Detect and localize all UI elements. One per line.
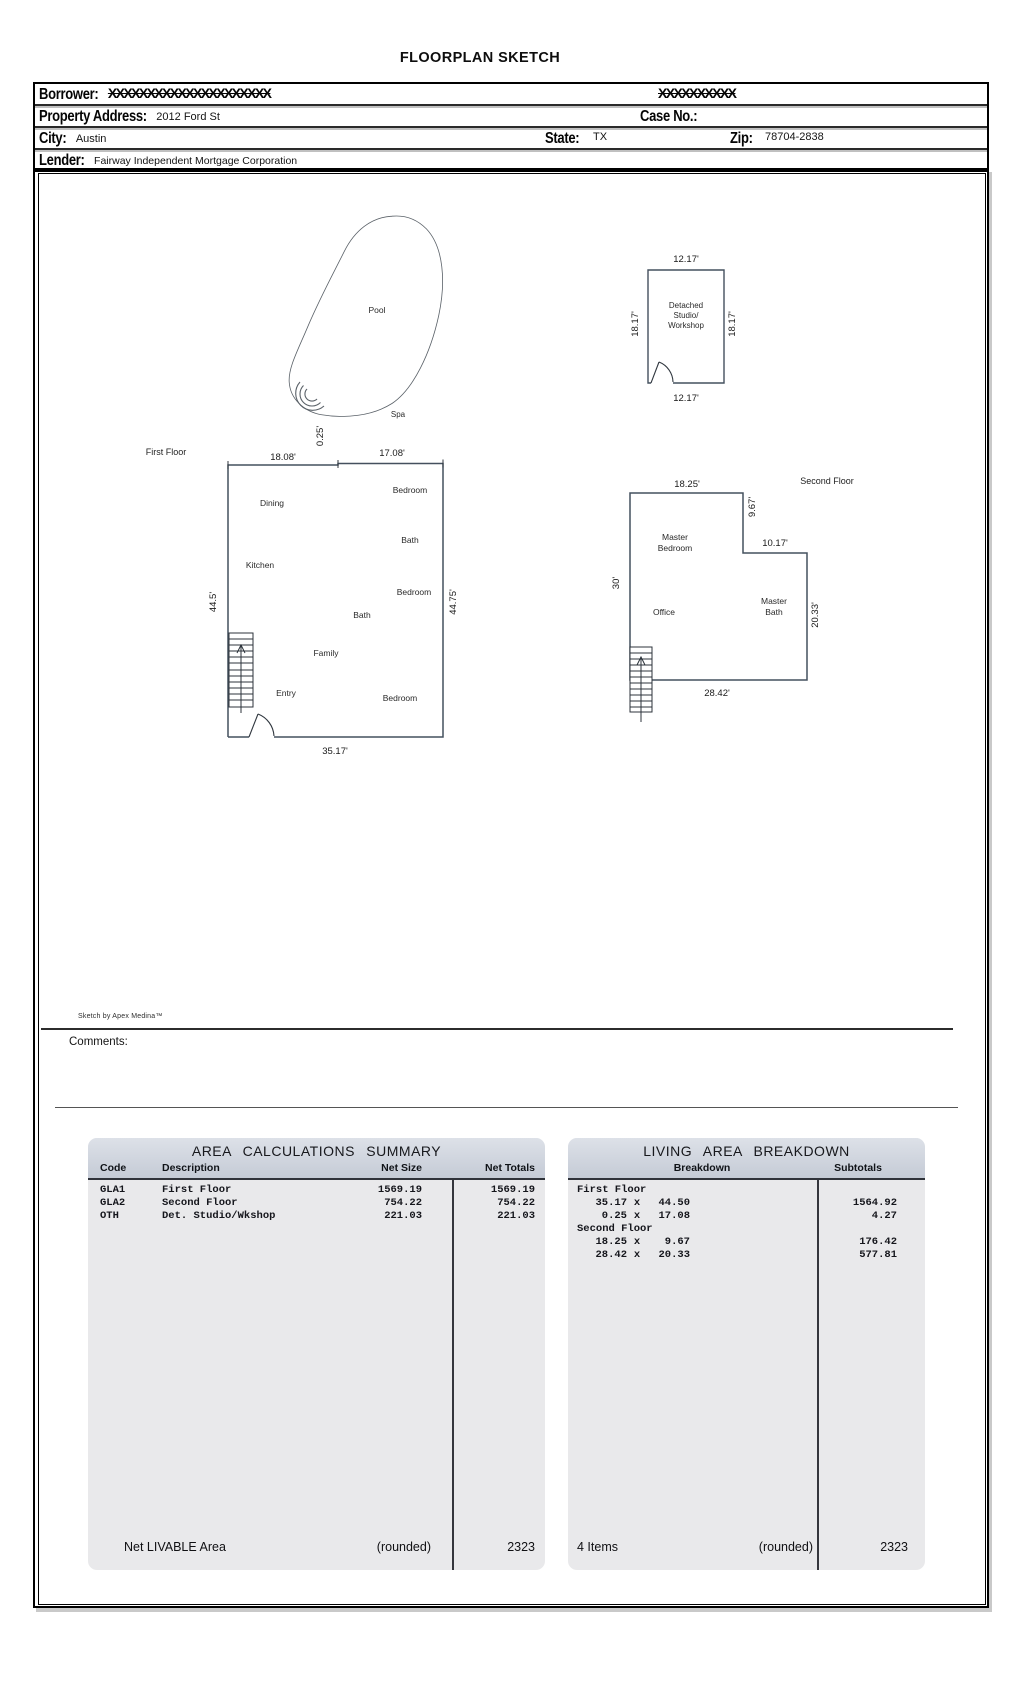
cell-subtotal: 4.27: [871, 1210, 897, 1222]
cell-subtotal: 577.81: [859, 1249, 897, 1261]
room-label-kitchen: Kitchen: [245, 560, 275, 570]
sf-dim-left: 30': [611, 576, 622, 590]
page-title: FLOORPLAN SKETCH: [399, 50, 561, 66]
living-area-breakdown-table: [568, 1138, 925, 1570]
cell-desc: First Floor: [162, 1184, 232, 1196]
sf-dim-right-lower: 20.33': [810, 602, 821, 628]
second-floor-walls: [630, 493, 807, 680]
studio-dim-top: 12.17': [673, 254, 699, 265]
cell-dim-b: 20.33: [658, 1249, 690, 1261]
col-header-code: Code: [100, 1162, 127, 1174]
studio-label-line3: Workshop: [668, 321, 704, 330]
ff-dim-right: 44.75': [448, 589, 459, 615]
ff-dim-bottom: 35.17': [322, 746, 348, 757]
items-count-label: 4 Items: [577, 1540, 618, 1554]
studio-dim-left: 18.17': [630, 311, 641, 337]
studio-dim-right: 18.17': [727, 311, 738, 337]
ff-dim-top-right: 17.08': [379, 448, 405, 459]
studio-label-line1: Detached: [668, 301, 704, 310]
rounded-label: (rounded): [376, 1540, 431, 1554]
state-value: TX: [593, 131, 608, 143]
cell-times: x: [633, 1249, 641, 1261]
second-floor-stairs: [630, 647, 652, 722]
case-no-label: Case No.:: [640, 106, 698, 125]
net-livable-area-label: Net LIVABLE Area: [124, 1540, 226, 1554]
ff-dim-left: 44.5': [208, 591, 219, 613]
cell-dim-a: 28.42: [595, 1249, 627, 1261]
pool-outline: [291, 218, 441, 415]
cell-code: GLA2: [100, 1197, 126, 1209]
sf-dim-top: 18.25': [674, 479, 700, 490]
city-value: Austin: [75, 133, 107, 145]
borrower-value2-redacted: XXXXXXXXXX: [658, 85, 736, 101]
room-label-bedroom-bottom-right: Bedroom: [382, 693, 418, 703]
cell-dim-a: 18.25: [595, 1236, 627, 1248]
breakdown-header: [568, 1138, 925, 1180]
cell-times: x: [633, 1197, 641, 1209]
cell-dim-b: 17.08: [658, 1210, 690, 1222]
breakdown-section-label: Second Floor: [577, 1223, 653, 1235]
sketch-credit: Sketch by Apex Medina™: [78, 1013, 163, 1020]
property-header-form: [33, 82, 989, 172]
room-label-bedroom-mid-right: Bedroom: [396, 587, 432, 597]
property-address-row: [35, 106, 987, 128]
room-label-master-bedroom-2: Bedroom: [657, 543, 693, 553]
floorplan-drawing: [39, 174, 983, 994]
spa-label: Spa: [390, 410, 406, 419]
sf-dim-right-upper: 9.67': [747, 496, 758, 518]
area-calculations-header: [88, 1138, 545, 1180]
lender-row: [35, 150, 987, 170]
zip-label: Zip:: [730, 128, 753, 147]
cell-size: 221.03: [384, 1210, 422, 1222]
cell-dim-a: 35.17: [595, 1197, 627, 1209]
lender-value: Fairway Independent Mortgage Corporation: [94, 155, 298, 167]
property-address-label: Property Address:: [39, 106, 147, 125]
cell-total: 1569.19: [490, 1184, 535, 1196]
col-header-net-totals: Net Totals: [485, 1162, 535, 1174]
room-label-bedroom-top-right: Bedroom: [392, 485, 428, 495]
cell-subtotal: 176.42: [859, 1236, 897, 1248]
borrower-value-redacted: XXXXXXXXXXXXXXXXXXXXX: [107, 85, 271, 101]
sketch-outer-border: [33, 168, 989, 1608]
room-label-master-bath-2: Bath: [765, 607, 783, 617]
room-label-master-bath-1: Master: [761, 596, 787, 606]
area-calculations-table: [88, 1138, 545, 1570]
col-header-net-size: Net Size: [381, 1162, 422, 1174]
area-calculations-title: AREA CALCULATIONS SUMMARY: [191, 1143, 442, 1159]
borrower-label: Borrower:: [39, 84, 99, 103]
cell-desc: Second Floor: [162, 1197, 238, 1209]
cell-total: 754.22: [497, 1197, 535, 1209]
room-label-dining: Dining: [259, 498, 285, 508]
studio-door: [651, 362, 673, 383]
room-label-entry: Entry: [276, 688, 296, 698]
second-floor-title: Second Floor: [800, 476, 854, 486]
zip-value: 78704-2838: [765, 131, 824, 143]
cell-dim-a: 0.25: [601, 1210, 627, 1222]
cell-desc: Det. Studio/Wkshop: [162, 1210, 276, 1222]
studio-dim-bottom: 12.17': [673, 393, 699, 404]
breakdown-total: 2323: [880, 1540, 908, 1554]
net-livable-total: 2323: [507, 1540, 535, 1554]
col-header-description: Description: [162, 1162, 220, 1174]
comments-label: Comments:: [69, 1036, 128, 1048]
cell-dim-b: 44.50: [658, 1197, 690, 1209]
cell-times: x: [633, 1210, 641, 1222]
cell-code: OTH: [100, 1210, 119, 1222]
first-floor-stairs: [229, 633, 253, 713]
rounded-label: (rounded): [758, 1540, 813, 1554]
first-floor-title: First Floor: [145, 447, 187, 457]
property-address-value: 2012 Ford St: [156, 111, 220, 123]
sketch-area: [38, 173, 986, 1605]
room-label-family: Family: [313, 648, 339, 658]
sf-dim-step: 10.17': [762, 538, 788, 549]
room-label-bath-center: Bath: [353, 610, 371, 620]
room-label-bath-right: Bath: [401, 535, 419, 545]
first-floor-door: [249, 714, 274, 737]
state-label: State:: [545, 128, 580, 147]
col-header-breakdown: Breakdown: [673, 1162, 731, 1174]
pool-label: Pool: [368, 305, 386, 315]
room-label-master-bedroom-1: Master: [662, 532, 688, 542]
credit-divider-line: [41, 1028, 953, 1030]
cell-subtotal: 1564.92: [852, 1197, 897, 1209]
sf-dim-bottom: 28.42': [704, 688, 730, 699]
studio-label-line2: Studio/: [673, 311, 699, 320]
cell-total: 221.03: [497, 1210, 535, 1222]
city-state-zip-row: [35, 128, 987, 150]
col-header-subtotals: Subtotals: [834, 1162, 882, 1174]
city-label: City:: [39, 128, 67, 147]
cell-code: GLA1: [100, 1184, 126, 1196]
ff-dim-top-jog: 0.25': [315, 425, 326, 447]
breakdown-title: LIVING AREA BREAKDOWN: [643, 1143, 850, 1159]
lender-label: Lender:: [39, 150, 85, 169]
net-totals-divider: [452, 1180, 454, 1570]
breakdown-section-label: First Floor: [577, 1184, 647, 1196]
cell-size: 754.22: [384, 1197, 422, 1209]
comments-divider-line: [55, 1107, 958, 1108]
borrower-row: [35, 84, 987, 106]
room-label-office: Office: [652, 607, 676, 617]
cell-dim-b: 9.67: [664, 1236, 690, 1248]
cell-size: 1569.19: [377, 1184, 422, 1196]
ff-dim-top-left: 18.08': [270, 452, 296, 463]
cell-times: x: [633, 1236, 641, 1248]
